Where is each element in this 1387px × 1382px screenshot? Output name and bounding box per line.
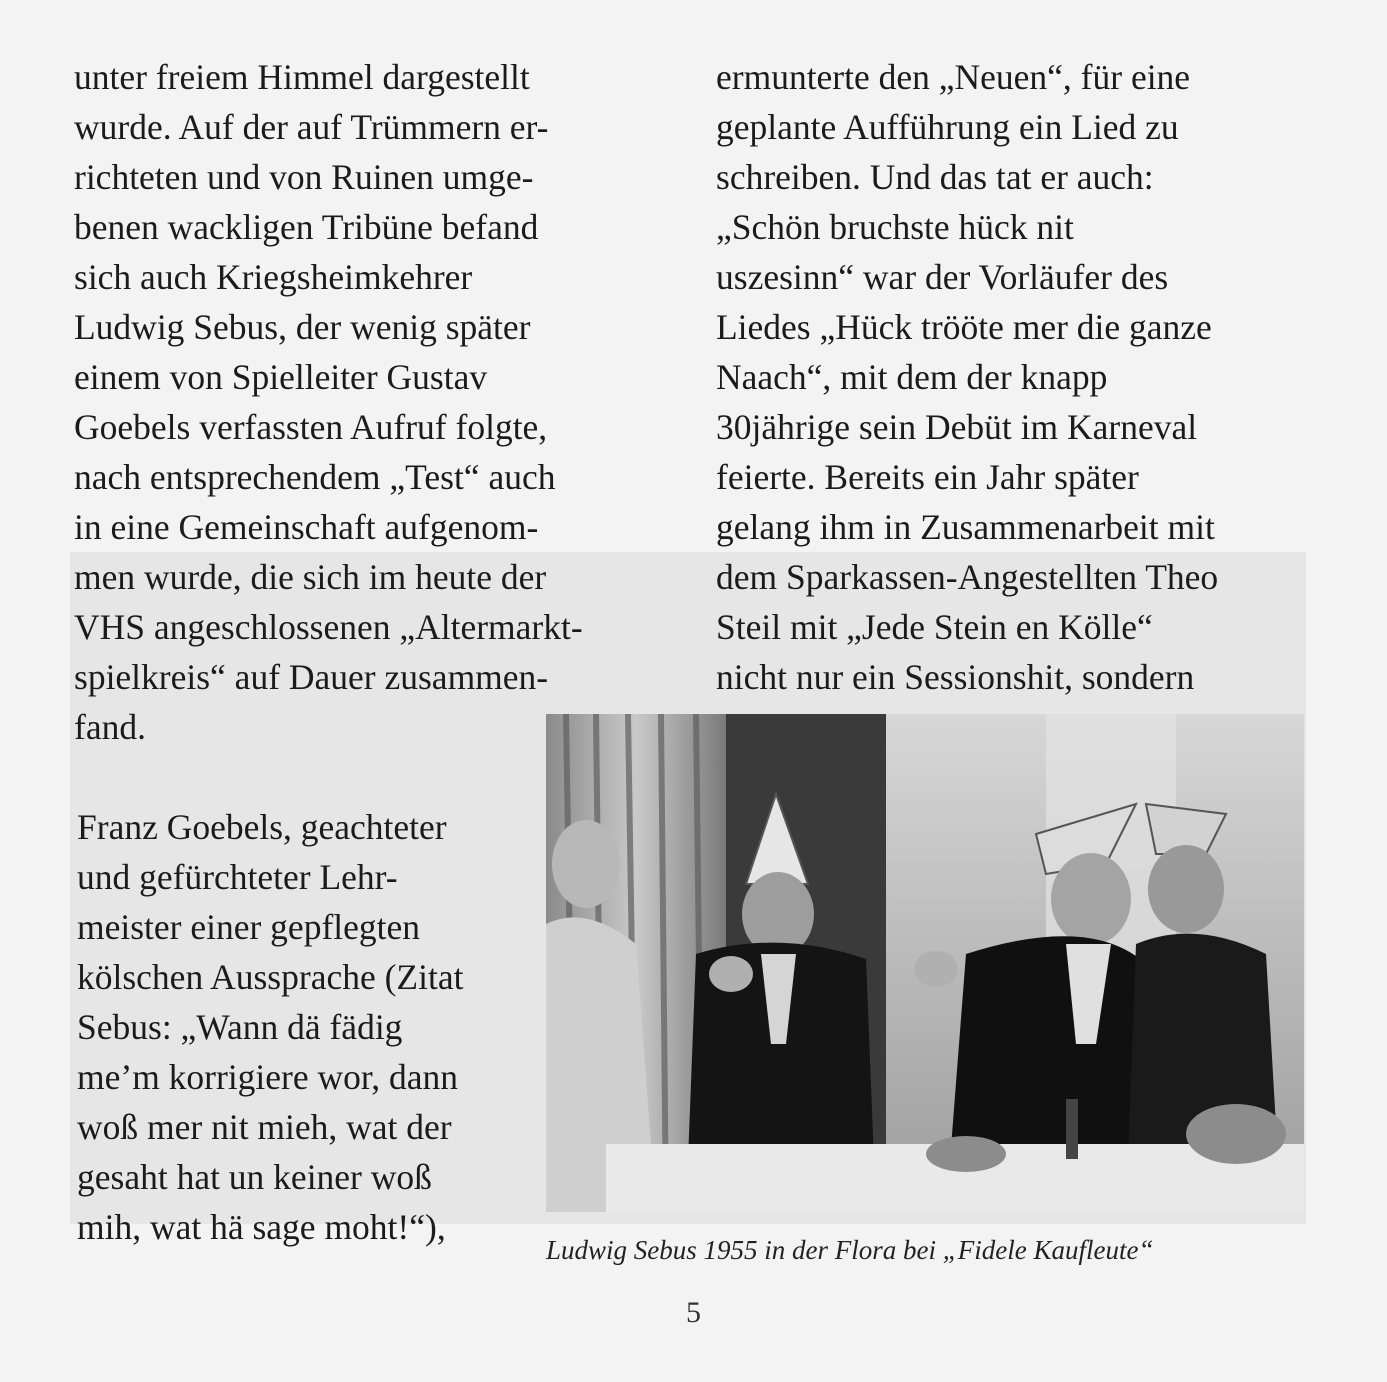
text-line: me’m korrigiere wor, dann [77,1057,459,1097]
right-text-column [716,52,1218,702]
text-line: gesaht hat un keiner woß [77,1157,432,1197]
text-line: wurde. Auf der auf Trümmern er- [74,107,549,147]
text-line: Liedes „Hück trööte mer die ganze [716,307,1212,347]
historic-photo [546,714,1304,1212]
text-line: fand. [74,707,146,747]
text-line: 30jährige sein Debüt im Karneval [716,407,1198,447]
text-line: und gefürchteter Lehr- [77,857,398,897]
text-line: in eine Gemeinschaft aufgenom- [74,507,539,547]
text-line: meister einer gepflegten [77,907,421,947]
text-line: richteten und von Ruinen umge- [74,157,534,197]
left-text-column [74,52,583,752]
text-line: spielkreis“ auf Dauer zusammen- [74,657,549,697]
text-line: unter freiem Himmel dargestellt [74,57,530,97]
text-line: men wurde, die sich im heute der [74,557,547,597]
text-line: ermunterte den „Neuen“, für eine [716,57,1191,97]
text-line: sich auch Kriegsheimkehrer [74,257,473,297]
text-line: uszesinn“ war der Vorläufer des [716,257,1169,297]
text-line: schreiben. Und das tat er auch: [716,157,1154,197]
text-line: einem von Spielleiter Gustav [74,357,488,397]
text-line: Naach“, mit dem der knapp [716,357,1108,397]
text-line: geplante Aufführung ein Lied zu [716,107,1179,147]
text-line: woß mer nit mieh, wat der [77,1107,452,1147]
text-line: nach entsprechendem „Test“ auch [74,457,556,497]
text-line: kölschen Aussprache (Zitat [77,957,464,997]
text-line: mih, wat hä sage moht!“), [77,1207,446,1247]
text-line: Ludwig Sebus, der wenig später [74,307,531,347]
text-line: benen wackligen Tribüne befand [74,207,539,247]
text-line: Steil mit „Jede Stein en Kölle“ [716,607,1153,647]
text-line: feierte. Bereits ein Jahr später [716,457,1139,497]
text-line: Sebus: „Wann dä fädig [77,1007,403,1047]
text-line: nicht nur ein Sessionshit, sondern [716,657,1195,697]
bottom-left-text-column [77,802,463,1252]
text-line: „Schön bruchste hück nit [716,207,1074,247]
text-line: gelang ihm in Zusammenarbeit mit [716,507,1215,547]
page-number: 5 [686,1296,701,1329]
text-line: VHS angeschlossenen „Altermarkt- [74,607,583,647]
text-line: dem Sparkassen-Angestellten Theo [716,557,1219,597]
photo-caption: Ludwig Sebus 1955 in der Flora bei „Fidele Kaufleute“ [546,1235,1154,1265]
text-line: Goebels verfassten Aufruf folgte, [74,407,548,447]
text-line: Franz Goebels, geachteter [77,807,447,847]
